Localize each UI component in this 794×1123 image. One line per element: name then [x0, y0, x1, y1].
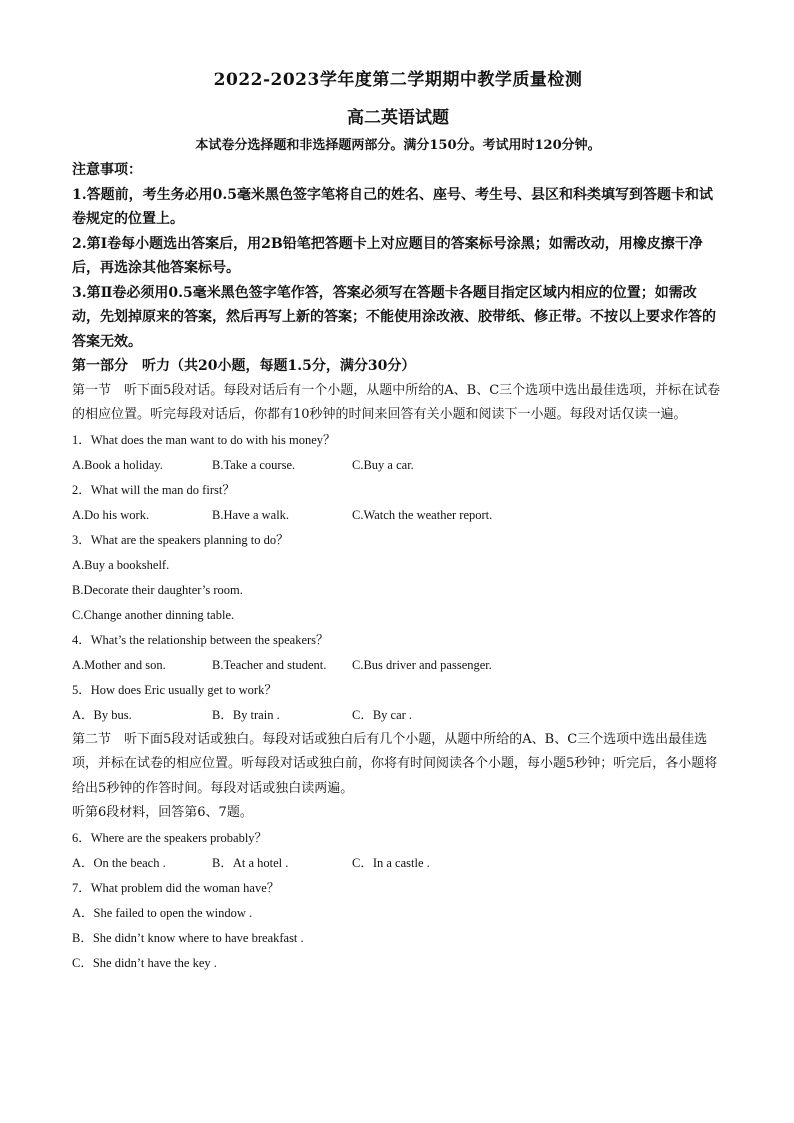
option-b: B．By train . [212, 707, 280, 722]
question-stem: 7．What problem did the woman have？ [72, 880, 280, 895]
option-a: A.Book a holiday. [72, 457, 163, 472]
question-options [72, 703, 724, 728]
note-item-1: 1.答题前，考生务必用0.5毫米黑色签字笔将自己的姓名、座号、考生号、县区和科类填写到答题卡和试卷规定的位置上。 [72, 186, 713, 227]
question-stem: 2．What will the man do first？ [72, 482, 235, 497]
option-c: C.Change another dinning table. [72, 607, 235, 622]
question-stem: 5．How does Eric usually get to work？ [72, 682, 277, 697]
notes-heading: 注意事项： [72, 162, 142, 178]
exam-page [72, 66, 724, 976]
question-stem: 1．What does the man want to do with his money？ [72, 432, 336, 447]
option-a: A．By bus. [72, 707, 132, 722]
option-b: B.Take a course. [212, 457, 296, 472]
note-item-3: 3.第Ⅱ卷必须用0.5毫米黑色签字笔作答，答案必须写在答题卡各题目指定区域内相应的位置；如需改动，先划掉原来的答案，然后再写上新的答案；不能使用涂改液、胶带纸、修正带。不按以上要求作答的答案无效。 [72, 284, 716, 350]
option-b: B．She didn’t know where to have breakfast . [72, 930, 304, 945]
question-options [72, 653, 724, 678]
question-options [72, 453, 724, 478]
option-a: A．On the beach . [72, 855, 166, 870]
part1-heading: 第一部分 听力（共20小题，每题1.5分，满分30分） [72, 358, 416, 374]
option-a: A.Mother and son. [72, 657, 166, 672]
option-b: B.Teacher and student. [212, 657, 327, 672]
question-stem: 3．What are the speakers planning to do？ [72, 532, 289, 547]
option-c: C.Watch the weather report. [352, 507, 493, 522]
option-c: C．In a castle . [352, 855, 430, 870]
option-a: A．She failed to open the window . [72, 905, 253, 920]
option-c: C．By car . [352, 707, 413, 722]
section1-instructions: 第一节 听下面5段对话。每段对话后有一个小题，从题中所给的A、B、C三个选项中选出最佳选项，并标在试卷的相应位置。听完每段对话后，你都有10秒钟的时间来回答有关小题和阅读下一小题。每段对话仅读一遍。 [72, 382, 721, 422]
option-c: C.Bus driver and passenger. [352, 657, 492, 672]
question-stem: 4．What’s the relationship between the speakers？ [72, 632, 329, 647]
exam-title: 2022-2023学年度第二学期期中教学质量检测 [213, 70, 583, 90]
question-stem: 6．Where are the speakers probably？ [72, 830, 268, 845]
option-a: A.Do his work. [72, 507, 150, 522]
option-b: B.Decorate their daughter’s room. [72, 582, 243, 597]
material-6-instructions: 听第6段材料，回答第6、7题。 [72, 805, 253, 820]
question-options [72, 503, 724, 528]
option-c: C.Buy a car. [352, 457, 414, 472]
option-c: C．She didn’t have the key . [72, 955, 217, 970]
option-a: A.Buy a bookshelf. [72, 557, 170, 572]
option-b: B.Have a walk. [212, 507, 290, 522]
section2-instructions: 第二节 听下面5段对话或独白。每段对话或独白后有几个小题，从题中所给的A、B、C三个选项中选出最佳选项，并标在试卷的相应位置。听每段对话或独白前，你将有时间阅读各个小题，每小题5秒钟；听完后，各小题将给出5秒钟的作答时间。每段对话或独白读两遍。 [72, 731, 718, 796]
option-b: B．At a hotel . [212, 855, 289, 870]
question-options [72, 851, 724, 876]
note-item-2: 2.第Ⅰ卷每小题选出答案后，用2B铅笔把答题卡上对应题目的答案标号涂黑；如需改动，用橡皮擦干净后，再选涂其他答案标号。 [72, 235, 703, 276]
exam-subtitle: 高二英语试题 [347, 108, 449, 128]
exam-intro: 本试卷分选择题和非选择题两部分。满分150分。考试用时120分钟。 [195, 138, 601, 153]
